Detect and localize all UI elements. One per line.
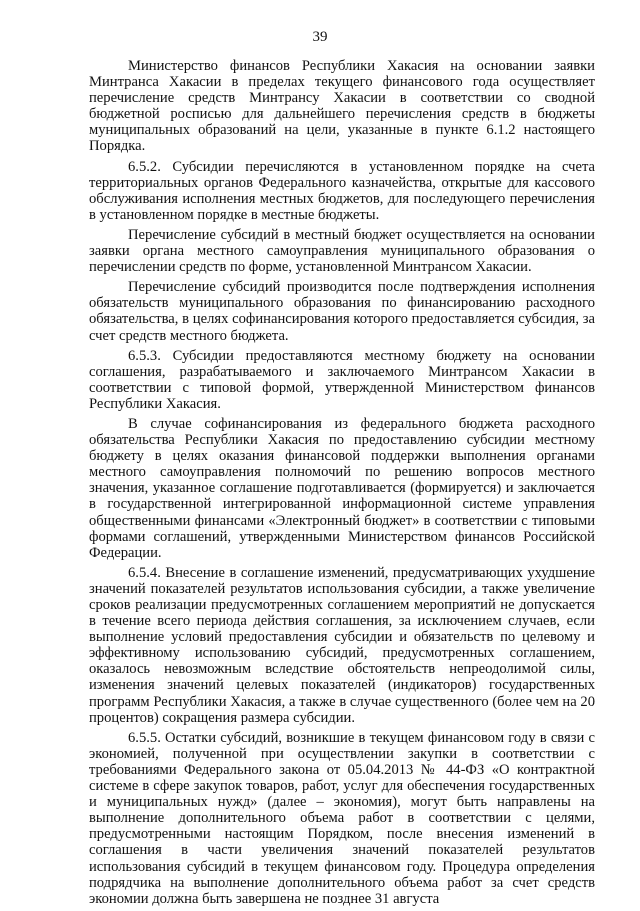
page-number: 39	[312, 29, 328, 45]
document-body	[89, 58, 595, 911]
paragraph-federal-cofinancing: В случае софинансирования из федерального бюджета расходного обязательства Республики Хакасия по предоставлению субсидии местному бюджету в целях оказания финансовой поддержки выполнения органами местного самоуправления полномочий по решению вопросов местного значения, указанное соглашение подготавливается (формируется) и заключается в государственной интегрированной информационной системе управления общественными финансами «Электронный бюджет» в соответствии с типовыми формами соглашений, утвержденными Министерством финансов Российской Федерации.	[89, 415, 595, 561]
paragraph-intro: Министерство финансов Республики Хакасия на основании заявки Минтранса Хакасии в пределах текущего финансового года осуществляет перечисление средств Минтрансу Хакасии в соответствии со сводной бюджетной росписью для дальнейшего перечисления средств в бюджеты муниципальных образований на цели, указанные в пункте 6.1.2 настоящего Порядка.	[89, 58, 595, 155]
paragraph-6-5-2: 6.5.2. Субсидии перечисляются в установленном порядке на счета территориальных органов Федерального казначейства, открытые для кассового обслуживания исполнения местных бюджетов, для последующего перечисления в установленном порядке в местные бюджеты.	[89, 158, 595, 223]
paragraph-transfer-basis: Перечисление субсидий в местный бюджет осуществляется на основании заявки органа местного самоуправления муниципального образования о перечислении средств по форме, установленной Минтрансом Хакасии.	[89, 226, 595, 276]
paragraph-6-5-5: 6.5.5. Остатки субсидий, возникшие в текущем финансовом году в связи с экономией, полученной при осуществлении закупки в соответствии с требованиями Федерального закона от 05.04.2013 № 44-ФЗ «О контрактной системе в сфере закупок товаров, работ, услуг для обеспечения государственных и муниципальных нужд» (далее – экономия), могут быть направлены на выполнение дополнительного объема работ в соответствии с целями, предусмотренными настоящим Порядком, после внесения изменений в соглашения в части увеличения значений показателей результатов использования субсидий в текущем финансовом году. Процедура определения подрядчика на выполнение дополнительного объема работ за счет средств экономии должна быть завершена не позднее 31 августа	[89, 729, 595, 907]
paragraph-6-5-3: 6.5.3. Субсидии предоставляются местному бюджету на основании соглашения, разрабатываемого и заключаемого Минтрансом Хакасии в соответствии с типовой формой, утвержденной Министерством финансов Республики Хакасия.	[89, 347, 595, 412]
paragraph-6-5-4: 6.5.4. Внесение в соглашение изменений, предусматривающих ухудшение значений показателей результатов использования субсидии, а также увеличение сроков реализации предусмотренных соглашением мероприятий не допускается в течение всего периода действия соглашения, за исключением случаев, если выполнение условий предоставления субсидии и обязательств по целевому и эффективному использованию субсидий, предусмотренных соглашением, оказалось невозможным вследствие обстоятельств непреодолимой силы, изменения значений целевых показателей (индикаторов) государственных программ Республики Хакасия, а также в случае существенного (более чем на 20 процентов) сокращения размера субсидии.	[89, 564, 595, 726]
paragraph-transfer-condition: Перечисление субсидий производится после подтверждения исполнения обязательств муниципального образования по финансированию расходного обязательства, в целях софинансирования которого предоставляется субсидия, за счет средств местного бюджета.	[89, 279, 595, 344]
